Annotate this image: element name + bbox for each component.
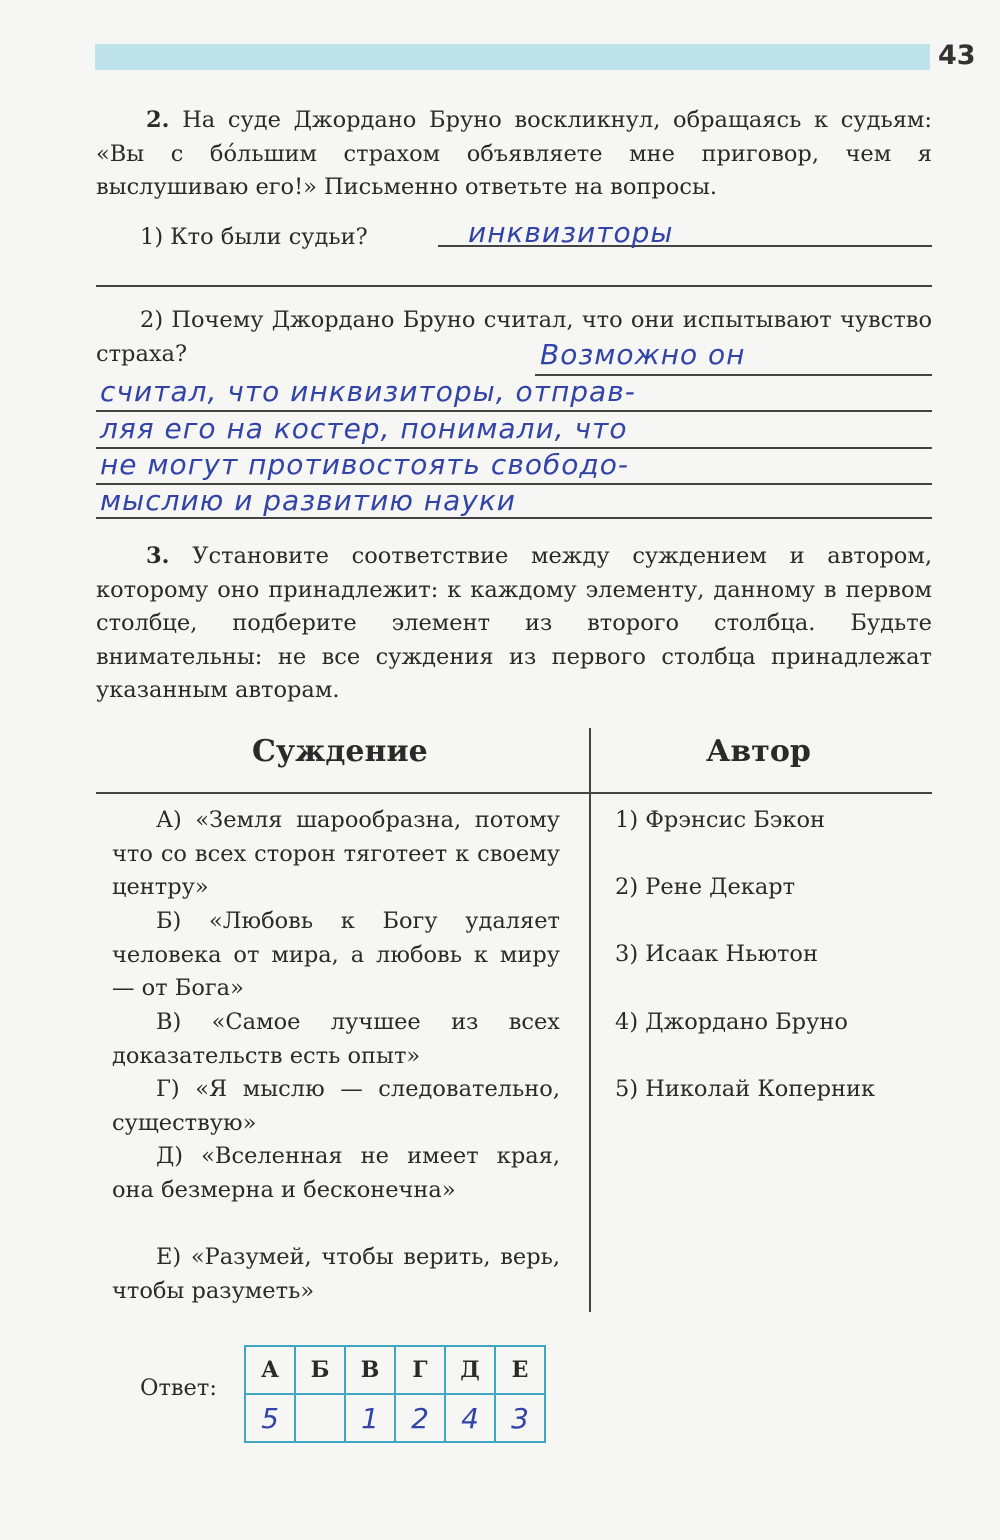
author-item: 5) Николай Коперник <box>615 1076 876 1102</box>
judgement-item: А) «Земля шарообразна, потому что со всех сторон тяготеет к своему центру» <box>112 807 560 900</box>
answer-line <box>96 285 932 287</box>
answer-letter: Д <box>445 1346 495 1394</box>
column-header-author: Автор <box>706 734 811 769</box>
answer-cell[interactable]: 3 <box>495 1394 545 1442</box>
handwritten-answer2-line: ляя его на костер, понимали, что <box>100 412 628 445</box>
answer-cell[interactable]: 5 <box>245 1394 295 1442</box>
author-item: 2) Рене Декарт <box>615 874 796 900</box>
task3-text: 3. Установите соответствие между суждением и автором, которому оно принадлежит: к каждому элементу, данному в первом столбце, подберите элемент из второго столбца. Будьте внимательны: не все суждения из первого столбца принадлежат указанным авторам. <box>96 543 932 703</box>
author-item: 3) Исаак Ньютон <box>615 941 818 967</box>
answer-letter: В <box>345 1346 395 1394</box>
handwritten-answer1: инквизиторы <box>468 216 674 249</box>
column-header-judgement: Суждение <box>252 734 428 769</box>
judgement-item: Д) «Вселенная не имеет края, она безмерна и бесконечна» <box>112 1143 560 1203</box>
author-item: 1) Фрэнсис Бэкон <box>615 807 826 833</box>
header-bar <box>95 44 930 70</box>
author-item: 4) Джордано Бруно <box>615 1009 848 1035</box>
handwritten-answer2-line: мыслию и развитию науки <box>100 484 516 517</box>
task2-question1: 1) Кто были судьи? <box>140 224 368 250</box>
handwritten-answer2-line: считал, что инквизиторы, отправ- <box>100 375 636 408</box>
page-number: 43 <box>938 40 976 71</box>
answer-table <box>244 1345 546 1443</box>
answer-cell[interactable]: 1 <box>345 1394 395 1442</box>
handwritten-answer2-line: Возможно он <box>540 338 746 371</box>
answer-cell[interactable]: 4 <box>445 1394 495 1442</box>
answer-letter: Г <box>395 1346 445 1394</box>
answer-line <box>96 517 932 519</box>
table-header-rule <box>96 792 932 794</box>
answer-label: Ответ: <box>140 1375 217 1401</box>
answer-letter: Б <box>295 1346 345 1394</box>
task2-question2: 2) Почему Джордано Бруно считал, что они испытывают чувство страха? <box>96 307 932 367</box>
handwritten-answer2-line: не могут противостоять свободо- <box>100 448 629 481</box>
answer-letter: А <box>245 1346 295 1394</box>
column-divider <box>589 728 591 1312</box>
judgement-item: В) «Самое лучшее из всех доказательств есть опыт» <box>112 1009 560 1069</box>
task2-text: 2. На суде Джордано Бруно воскликнул, обращаясь к судьям: «Вы с бо́льшим страхом объявляете мне приговор, чем я выслушиваю его!» Письменно ответьте на вопросы. <box>96 107 932 200</box>
judgement-item: Е) «Разумей, чтобы верить, верь, чтобы разуметь» <box>112 1244 560 1304</box>
answer-cell[interactable]: 2 <box>395 1394 445 1442</box>
answer-cell[interactable] <box>295 1394 345 1442</box>
answer-letter: Е <box>495 1346 545 1394</box>
judgement-item: Б) «Любовь к Богу удаляет человека от мира, а любовь к миру — от Бога» <box>112 908 560 1001</box>
judgement-item: Г) «Я мыслю — следовательно, существую» <box>112 1076 560 1136</box>
